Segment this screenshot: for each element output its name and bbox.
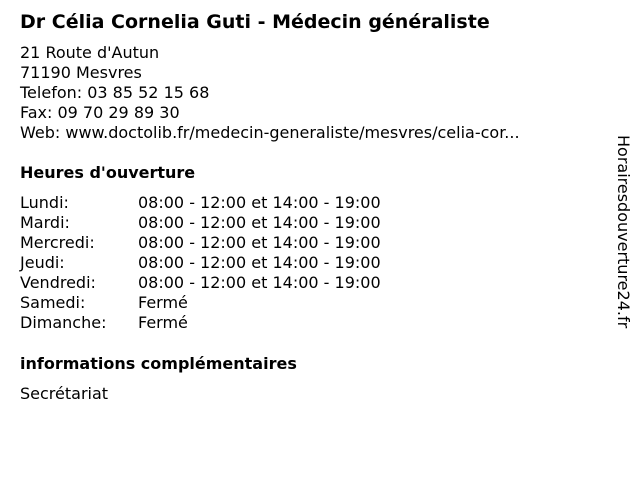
hours-row-friday bbox=[20, 273, 381, 293]
city-postal: 71190 Mesvres bbox=[20, 63, 142, 82]
day-hours: Fermé bbox=[138, 293, 188, 312]
day-label: Vendredi: bbox=[20, 273, 96, 292]
address-block bbox=[20, 43, 520, 143]
day-label: Mardi: bbox=[20, 213, 70, 232]
hours-row-sunday bbox=[20, 313, 381, 333]
phone-number[interactable]: Telefon: 03 85 52 15 68 bbox=[20, 83, 210, 102]
day-label: Dimanche: bbox=[20, 313, 107, 332]
day-label: Samedi: bbox=[20, 293, 86, 312]
street-address: 21 Route d'Autun bbox=[20, 43, 160, 62]
info-heading: informations complémentaires bbox=[20, 354, 297, 373]
website-line bbox=[20, 123, 520, 143]
hours-row-monday bbox=[20, 193, 381, 213]
day-hours: 08:00 - 12:00 et 14:00 - 19:00 bbox=[138, 193, 381, 212]
opening-hours-table bbox=[20, 193, 381, 333]
hours-row-wednesday bbox=[20, 233, 381, 253]
day-hours: 08:00 - 12:00 et 14:00 - 19:00 bbox=[138, 213, 381, 232]
hours-row-thursday bbox=[20, 253, 381, 273]
day-hours: 08:00 - 12:00 et 14:00 - 19:00 bbox=[138, 233, 381, 252]
hours-row-saturday bbox=[20, 293, 381, 313]
website-link[interactable]: www.doctolib.fr/medecin-generaliste/mesvres/celia-cor... bbox=[65, 123, 520, 142]
hours-heading: Heures d'ouverture bbox=[20, 163, 196, 182]
website-label: Web: bbox=[20, 123, 66, 142]
day-label: Lundi: bbox=[20, 193, 69, 212]
hours-row-tuesday bbox=[20, 213, 381, 233]
fax-number: Fax: 09 70 29 89 30 bbox=[20, 103, 180, 122]
page-title: Dr Célia Cornelia Guti - Médecin généraliste bbox=[20, 11, 490, 33]
site-watermark: Horairesdouverture24.fr bbox=[614, 135, 633, 329]
info-text: Secrétariat bbox=[20, 384, 109, 403]
day-label: Mercredi: bbox=[20, 233, 95, 252]
day-label: Jeudi: bbox=[20, 253, 65, 272]
day-hours: 08:00 - 12:00 et 14:00 - 19:00 bbox=[138, 253, 381, 272]
day-hours: 08:00 - 12:00 et 14:00 - 19:00 bbox=[138, 273, 381, 292]
day-hours: Fermé bbox=[138, 313, 188, 332]
